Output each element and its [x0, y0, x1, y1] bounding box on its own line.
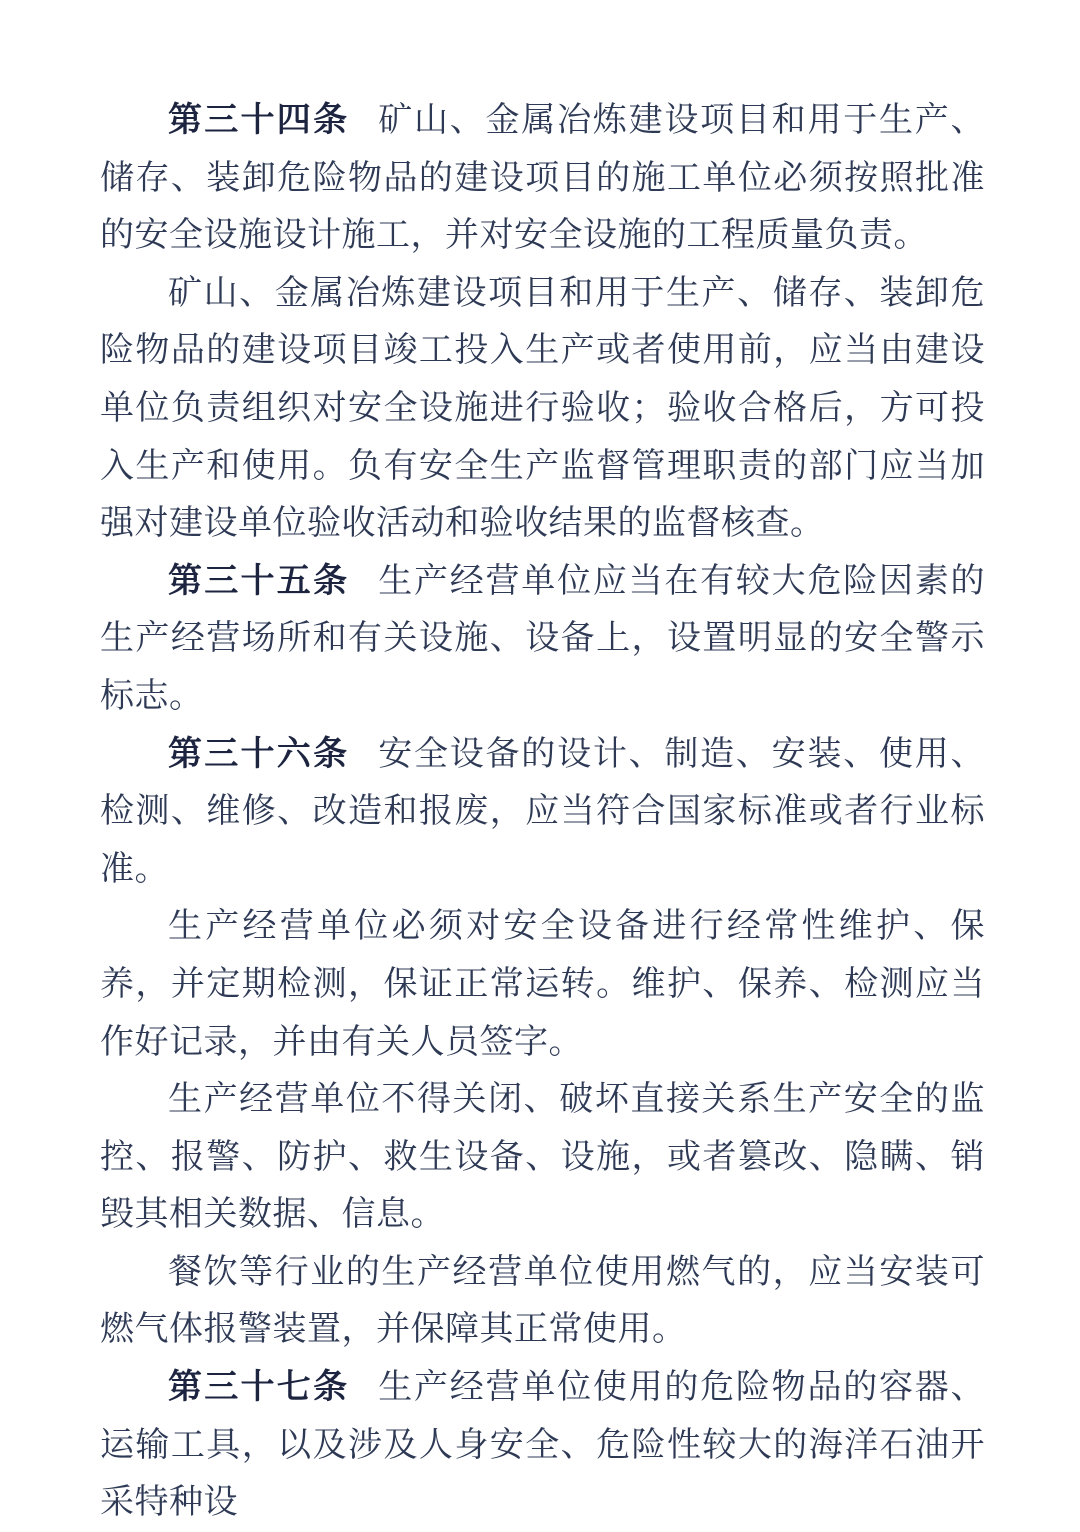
paragraph-article-35: [100, 553, 985, 726]
article-34-number: 第三十四条: [168, 101, 350, 139]
paragraph-article-36-clause-3: [100, 1071, 985, 1244]
article-36-number: 第三十六条: [168, 734, 350, 773]
paragraph-article-36-clause-2: [100, 898, 985, 1071]
paragraph-article-34: [100, 92, 985, 265]
paragraph-article-36-clause-4: [100, 1244, 985, 1359]
law-text-body: [100, 92, 985, 1532]
article-34-text: 矿山、金属冶炼建设项目和用于生产、储存、装卸危险物品的建设项目的施工单位必须按照批准的安全设施设计施工，并对安全设施的工程质量负责。: [100, 102, 986, 255]
article-35-text: 生产经营单位应当在有较大危险因素的生产经营场所和有关设施、设备上，设置明显的安全警示标志。: [100, 562, 986, 715]
article-34-clause-2-text: 矿山、金属冶炼建设项目和用于生产、储存、装卸危险物品的建设项目竣工投入生产或者使用前，应当由建设单位负责组织对安全设施进行验收；验收合格后，方可投入生产和使用。负有安全生产监督管理职责的部门应当加强对建设单位验收活动和验收结果的监督核查。: [100, 274, 985, 543]
article-37-text: 生产经营单位使用的危险物品的容器、运输工具，以及涉及人身安全、危险性较大的海洋石油开采特种设: [100, 1369, 986, 1522]
paragraph-article-37: [100, 1359, 985, 1532]
article-37-number: 第三十七条: [168, 1368, 350, 1407]
article-35-number: 第三十五条: [168, 561, 350, 600]
paragraph-article-36: [100, 726, 985, 899]
article-36-clause-4-text: 餐饮等行业的生产经营单位使用燃气的，应当安装可燃气体报警装置，并保障其正常使用。: [100, 1253, 985, 1349]
paragraph-article-34-clause-2: [100, 265, 985, 553]
article-36-clause-2-text: 生产经营单位必须对安全设备进行经常性维护、保养，并定期检测，保证正常运转。维护、保养、检测应当作好记录，并由有关人员签字。: [100, 908, 985, 1061]
article-36-clause-3-text: 生产经营单位不得关闭、破坏直接关系生产安全的监控、报警、防护、救生设备、设施，或者篡改、隐瞒、销毁其相关数据、信息。: [100, 1081, 985, 1234]
article-36-text: 安全设备的设计、制造、安装、使用、检测、维修、改造和报废，应当符合国家标准或者行业标准。: [100, 735, 986, 888]
